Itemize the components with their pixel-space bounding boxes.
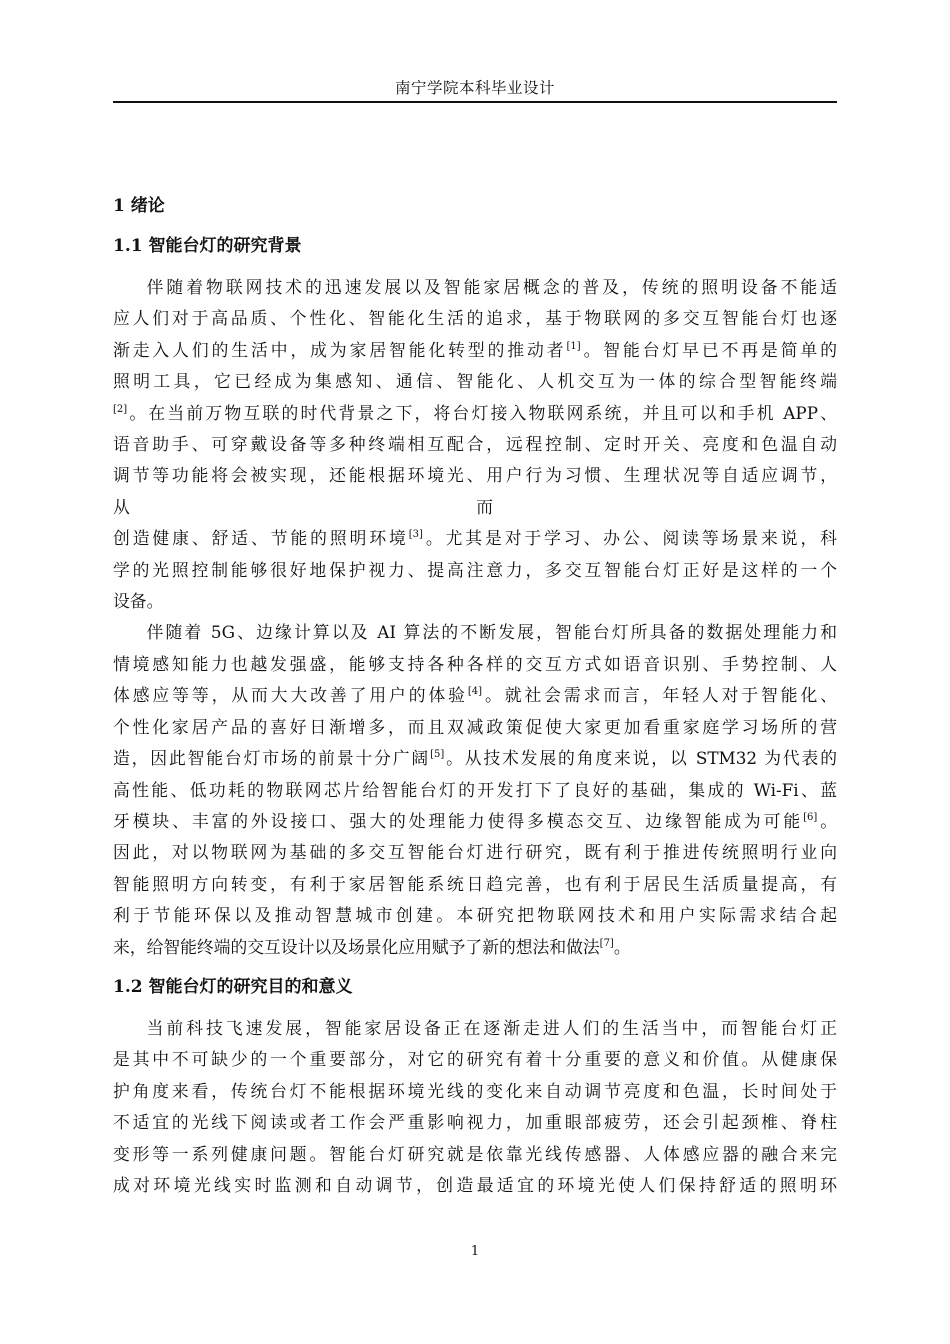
citation: [3] [408,529,423,541]
text-span: 从 [113,496,130,517]
text-line: 调节等功能将会被实现，还能根据环境光、用户行为习惯、生理状况等自适应调节， [113,465,837,486]
text-span: 而 [476,496,493,517]
text-span: 。智能台灯早已不再是简单的 [580,339,837,360]
text-line [113,398,837,429]
text-span: 渐走入人们的生活中，成为家居智能化转型的推动者 [113,339,567,360]
running-header: 南宁学院本科毕业设计 [394,79,555,97]
page-number: 1 [470,1244,480,1259]
text-line: 高性能、低功耗的物联网芯片给智能台灯的开发打下了良好的基础，集成的 Wi-Fi、蓝 [113,779,837,800]
text-line [113,523,837,554]
text-line: 智能照明方向转变，有利于家居智能系统日趋完善，也有利于居民生活质量提高，有 [113,873,837,894]
text-line: 是其中不可缺少的一个重要部分，对它的研究有着十分重要的意义和价值。从健康保 [113,1049,837,1070]
page-body [113,190,837,1201]
text-span: 。从技术发展的角度来说，以 STM32 为代表的 [444,748,837,769]
text-line: 因此，对以物联网为基础的多交互智能台灯进行研究，既有利于推进传统照明行业向 [113,842,837,863]
citation: [6] [803,811,818,823]
text-line: 护角度来看，传统台灯不能根据环境光线的变化来自动调节亮度和色温，长时间处于 [113,1080,837,1101]
text-line: 照明工具，它已经成为集感知、通信、智能化、人机交互为一体的综合型智能终端 [113,371,837,392]
text-line: 不适宜的光线下阅读或者工作会严重影响视力，加重眼部疲劳，还会引起颈椎、脊柱 [113,1112,837,1133]
text-line: 成对环境光线实时监测和自动调节，创造最适宜的环境光使人们保持舒适的照明环 [113,1174,837,1195]
section-heading-1-1: 1.1 智能台灯的研究背景 [113,236,302,256]
text-line: 语音助手、可穿戴设备等多种终端相互配合，远程控制、定时开关、亮度和色温自动 [113,434,837,455]
text-line: 变形等一系列健康问题。智能台灯研究就是依靠光线传感器、人体感应器的融合来完 [113,1143,837,1164]
text-line [113,743,837,774]
text-line [113,492,837,523]
citation: [5] [430,749,445,761]
text-line: 情境感知能力也越发强盛，能够支持各种各样的交互方式如语音识别、手势控制、人 [113,653,837,674]
citation: [1] [566,340,581,352]
paragraph-1 [113,272,837,617]
paragraph-3 [113,1013,837,1201]
section-heading-1-2: 1.2 智能台灯的研究目的和意义 [113,976,353,997]
text-line: 利于节能环保以及推动智慧城市创建。本研究把物联网技术和用户实际需求结合起 [113,905,837,926]
text-line: 伴随着 5G、边缘计算以及 AI 算法的不断发展，智能台灯所具备的数据处理能力和 [146,622,837,643]
text-line [113,680,837,711]
text-span: 创造健康、舒适、节能的照明环境 [113,528,409,549]
text-span: 。就社会需求而言，年轻人对于智能化、 [482,685,837,706]
text-span: 。尤其是对于学习、办公、阅读等场景来说，科 [422,528,837,549]
text-line: 当前科技飞速发展，智能家居设备正在逐渐走进人们的生活当中，而智能台灯正 [146,1017,837,1038]
text-span: 体感应等等，从而大大改善了用户的体验 [113,685,468,706]
text-line [113,932,837,963]
text-line: 应人们对于高品质、个性化、智能化生活的追求，基于物联网的多交互智能台灯也逐 [113,308,837,329]
text-line: 个性化家居产品的喜好日渐增多，而且双减政策促使大家更加看重家庭学习场所的营 [113,716,837,737]
text-span: 。 [613,936,631,957]
text-line: 设备。 [113,591,164,612]
chapter-heading: 1 绪论 [113,196,165,216]
text-line: 伴随着物联网技术的迅速发展以及智能家居概念的普及，传统的照明设备不能适 [146,277,837,297]
header-rule [113,101,837,103]
text-line [113,806,837,837]
citation: [4] [467,686,483,698]
text-line [113,335,837,366]
text-span: 。 [817,810,837,831]
paragraph-2 [113,617,837,962]
citation: [2] [113,403,128,415]
text-span: 造，因此智能台灯市场的前景十分广阔 [113,748,431,769]
text-span: 。在当前万物互联的时代背景之下，将台灯接入物联网系统，并且可以和手机 APP、 [127,402,837,423]
text-span: 来，给智能终端的交互设计以及场景化应用赋予了新的想法和做法 [113,936,600,957]
text-line: 学的光照控制能够很好地保护视力、提高注意力，多交互智能台灯正好是这样的一个 [113,559,837,580]
citation: [7] [599,937,614,949]
text-span: 牙模块、丰富的外设接口、强大的处理能力使得多模态交互、边缘智能成为可能 [113,810,804,831]
